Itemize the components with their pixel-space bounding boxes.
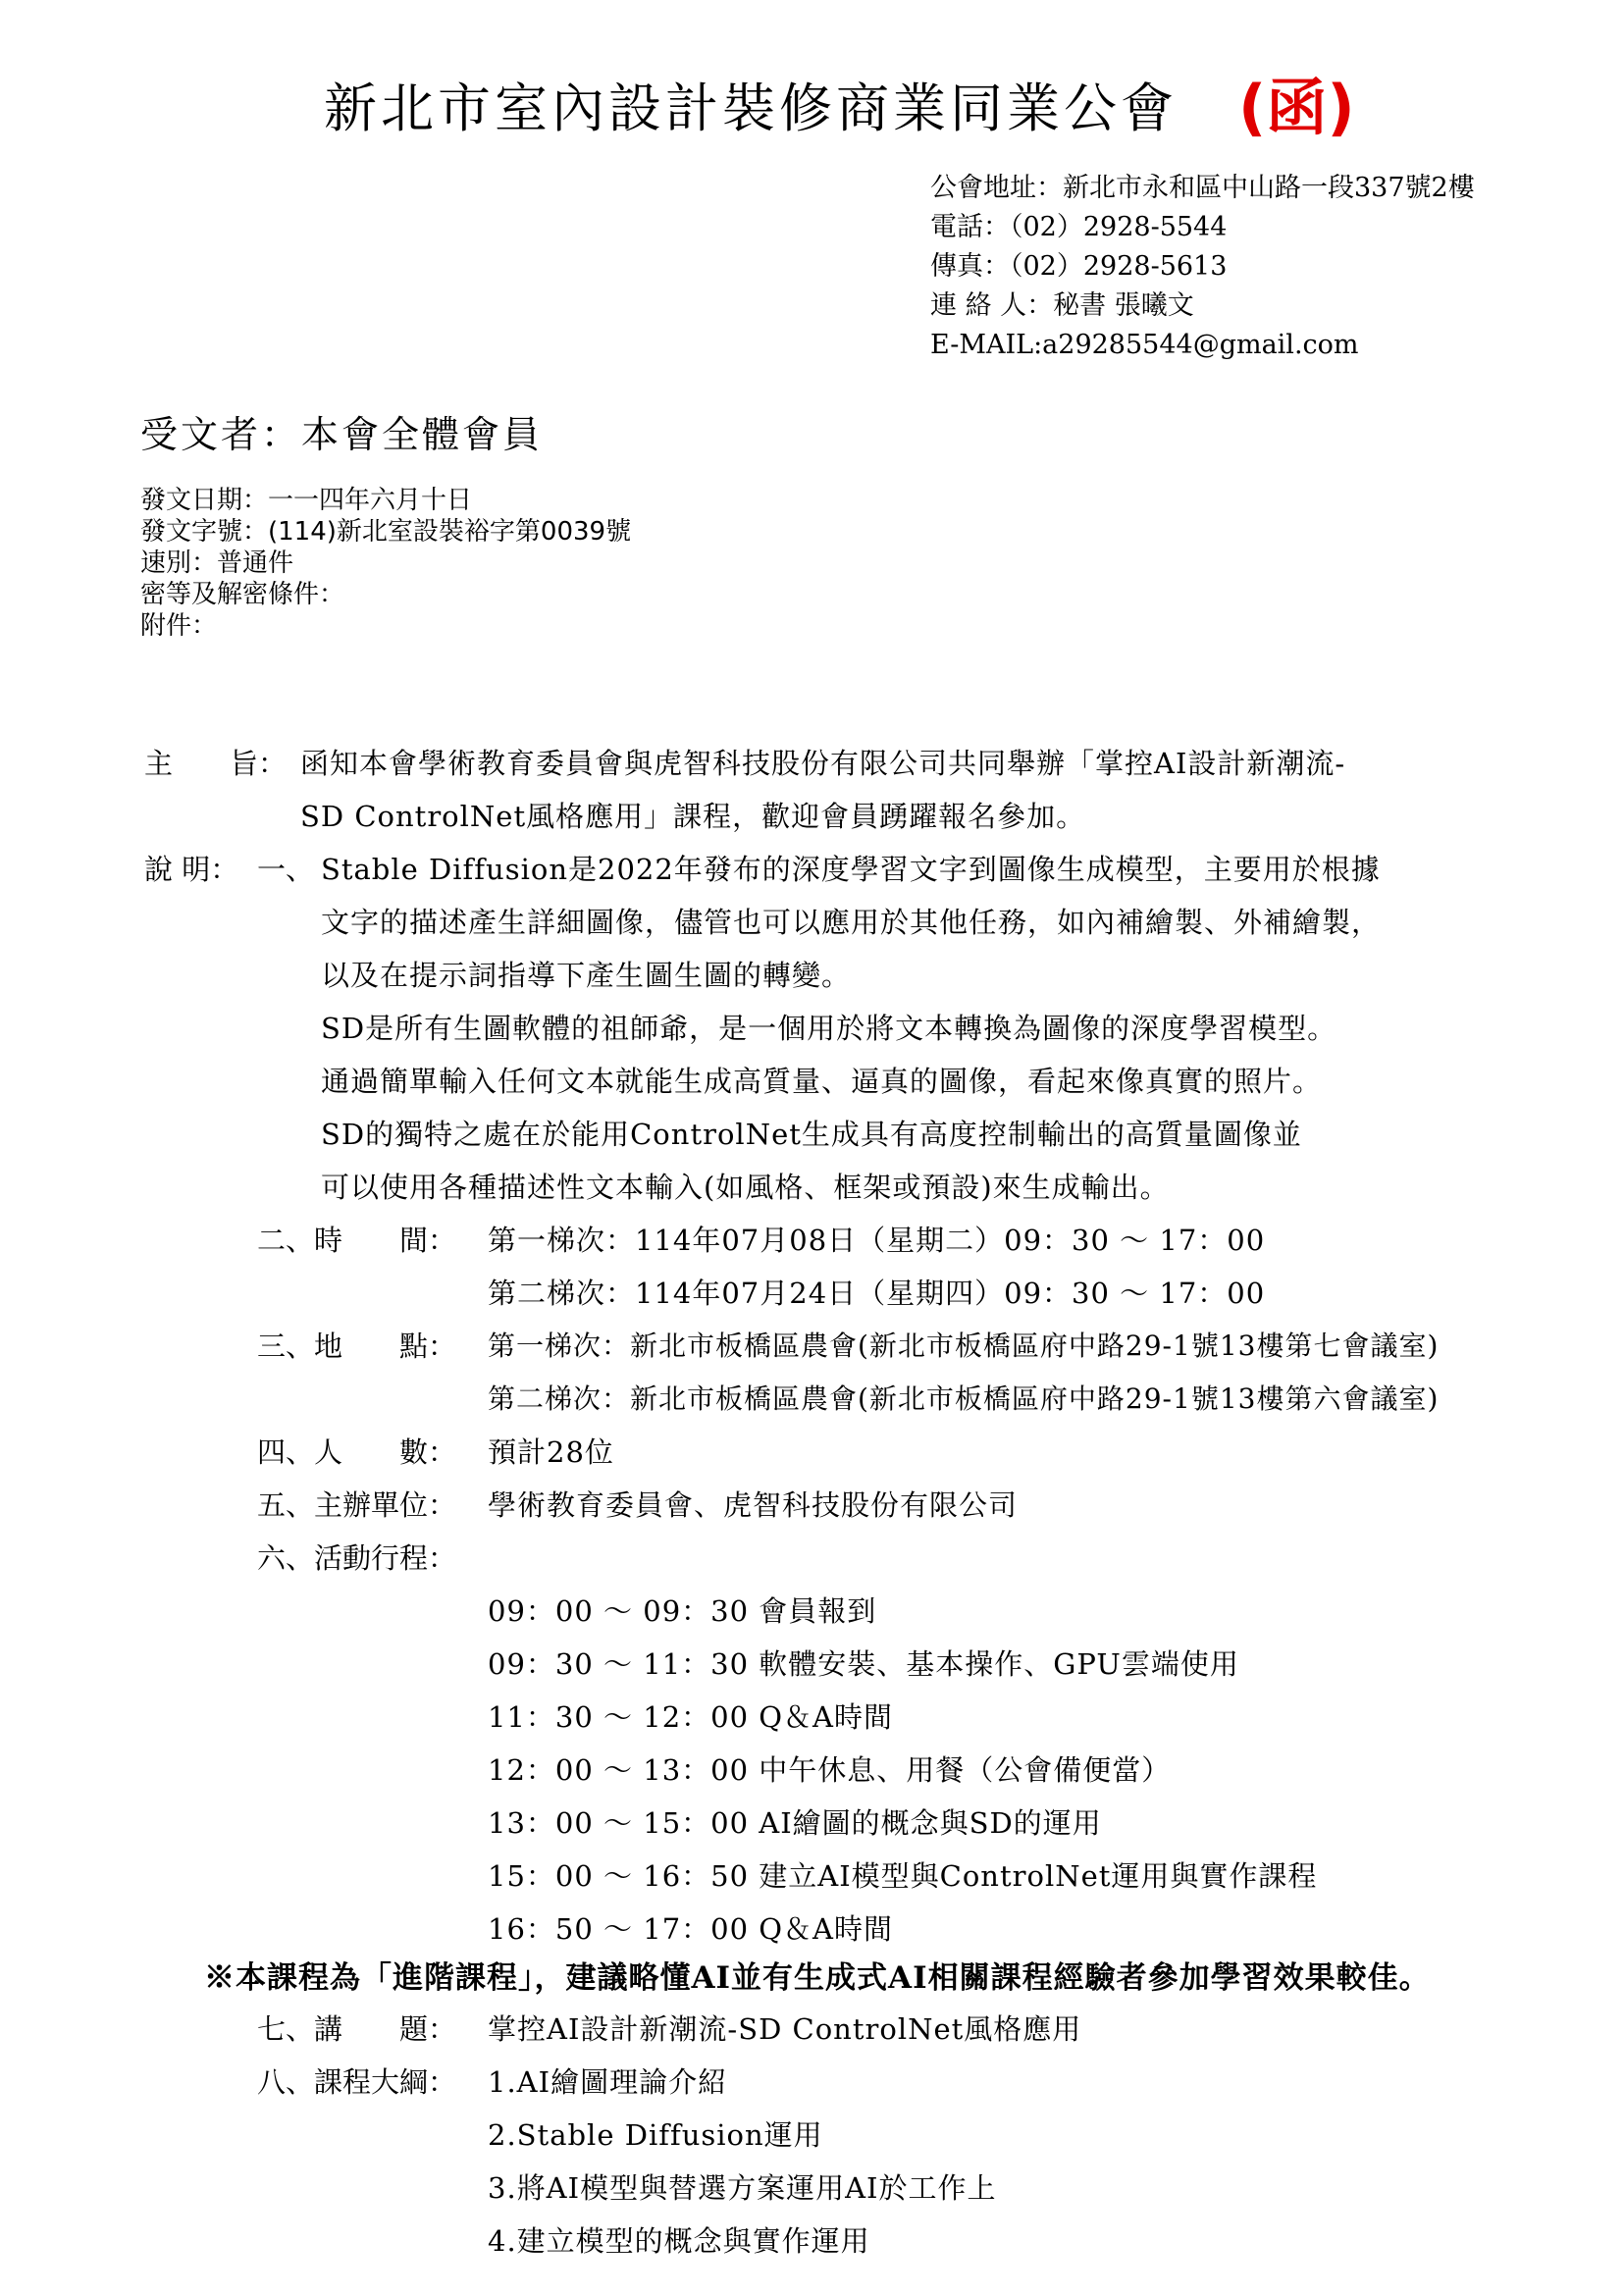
advanced-course-note: ※本課程為「進階課程」，建議略懂AI並有生成式AI相關課程經驗者參加學習效果較佳。 <box>204 1960 1431 1996</box>
subject-line-2: SD ControlNet風格應用」課程，歡迎會員踴躍報名參加。 <box>300 800 1086 833</box>
recipient: 受文者：本會全體會員 <box>140 413 544 456</box>
document-type-mark: (函) <box>1238 72 1355 143</box>
explanation-line: SD是所有生圖軟體的祖師爺，是一個用於將文本轉換為圖像的深度學習模型。 <box>321 1012 1337 1045</box>
schedule-item: 16：50 ～ 17：00 Q＆A時間 <box>488 1912 893 1946</box>
place-label: 三、地 點： <box>257 1330 457 1363</box>
contact-fax: 傳真：（02）2928-5613 <box>930 251 1228 282</box>
attachment: 附件： <box>140 611 218 641</box>
outline-item: 4.建立模型的概念與實作運用 <box>488 2224 870 2258</box>
contact-block <box>930 169 1475 365</box>
schedule-item: 12：00 ～ 13：00 中午休息、用餐（公會備便當） <box>488 1753 1172 1787</box>
schedule-label: 六、活動行程： <box>257 1541 457 1575</box>
issue-date: 發文日期：一一四年六月十日 <box>140 486 473 515</box>
schedule-item: 09：00 ～ 09：30 會員報到 <box>488 1594 877 1628</box>
schedule-item: 11：30 ～ 12：00 Q＆A時間 <box>488 1700 893 1734</box>
explanation-label: 說 明： <box>144 853 239 886</box>
subject-label: 主 旨： <box>144 747 288 780</box>
explanation-line: SD的獨特之處在於能用ControlNet生成具有高度控制輸出的高質量圖像並 <box>321 1118 1302 1151</box>
count-label: 四、人 數： <box>257 1435 457 1469</box>
explanation-line: 文字的描述產生詳細圖像，儘管也可以應用於其他任務，如內補繪製、外補繪製， <box>321 906 1382 939</box>
contact-email: E-MAIL:a29285544@gmail.com <box>930 330 1359 360</box>
explanation-line: 通過簡單輸入任何文本就能生成高質量、逼真的圖像，看起來像真實的照片。 <box>321 1065 1323 1098</box>
organizer-value: 學術教育委員會、虎智科技股份有限公司 <box>488 1488 1019 1522</box>
organizer-label: 五、主辦單位： <box>257 1488 457 1522</box>
place-session-2: 第二梯次：新北市板橋區農會(新北市板橋區府中路29-1號13樓第六會議室) <box>488 1382 1440 1415</box>
document-number: 發文字號：(114)新北室設裝裕字第0039號 <box>140 517 632 547</box>
contact-phone: 電話：（02）2928-5544 <box>930 212 1228 242</box>
item-1-label: 一、 <box>257 853 315 886</box>
organization-title: 新北市室內設計裝修商業同業公會 <box>324 78 1178 139</box>
schedule-item: 09：30 ～ 11：30 軟體安裝、基本操作、GPU雲端使用 <box>488 1647 1239 1681</box>
contact-person: 連 絡 人：秘書 張曦文 <box>930 290 1194 321</box>
explanation-line: 以及在提示詞指導下產生圖生圖的轉變。 <box>321 959 852 992</box>
subject-line-1: 函知本會學術教育委員會與虎智科技股份有限公司共同舉辦「掌控AI設計新潮流- <box>300 747 1346 780</box>
time-label: 二、時 間： <box>257 1224 457 1257</box>
explanation-line: 可以使用各種描述性文本輸入(如風格、框架或預設)來生成輸出。 <box>321 1171 1170 1204</box>
explanation-line: Stable Diffusion是2022年發布的深度學習文字到圖像生成模型，主要用於根據 <box>321 853 1381 886</box>
outline-item: 2.Stable Diffusion運用 <box>488 2118 823 2152</box>
topic-value: 掌控AI設計新潮流-SD ControlNet風格應用 <box>488 2012 1082 2046</box>
document-meta <box>140 485 631 642</box>
schedule-item: 15：00 ～ 16：50 建立AI模型與ControlNet運用與實作課程 <box>488 1859 1318 1893</box>
schedule-item: 13：00 ～ 15：00 AI繪圖的概念與SD的運用 <box>488 1806 1102 1840</box>
time-session-1: 第一梯次：114年07月08日（星期二）09：30 ～ 17：00 <box>488 1224 1266 1257</box>
delivery-speed: 速別：普通件 <box>140 548 294 578</box>
contact-address: 公會地址：新北市永和區中山路一段337號2樓 <box>930 173 1475 203</box>
count-value: 預計28位 <box>488 1435 614 1469</box>
topic-label: 七、講 題： <box>257 2012 457 2046</box>
place-session-1: 第一梯次：新北市板橋區農會(新北市板橋區府中路29-1號13樓第七會議室) <box>488 1330 1440 1362</box>
outline-item: 1.AI繪圖理論介紹 <box>488 2065 728 2099</box>
outline-item: 3.將AI模型與替選方案運用AI於工作上 <box>488 2171 997 2205</box>
time-session-2: 第二梯次：114年07月24日（星期四）09：30 ～ 17：00 <box>488 1277 1266 1310</box>
outline-label: 八、課程大綱： <box>257 2065 457 2099</box>
confidentiality: 密等及解密條件： <box>140 580 345 609</box>
